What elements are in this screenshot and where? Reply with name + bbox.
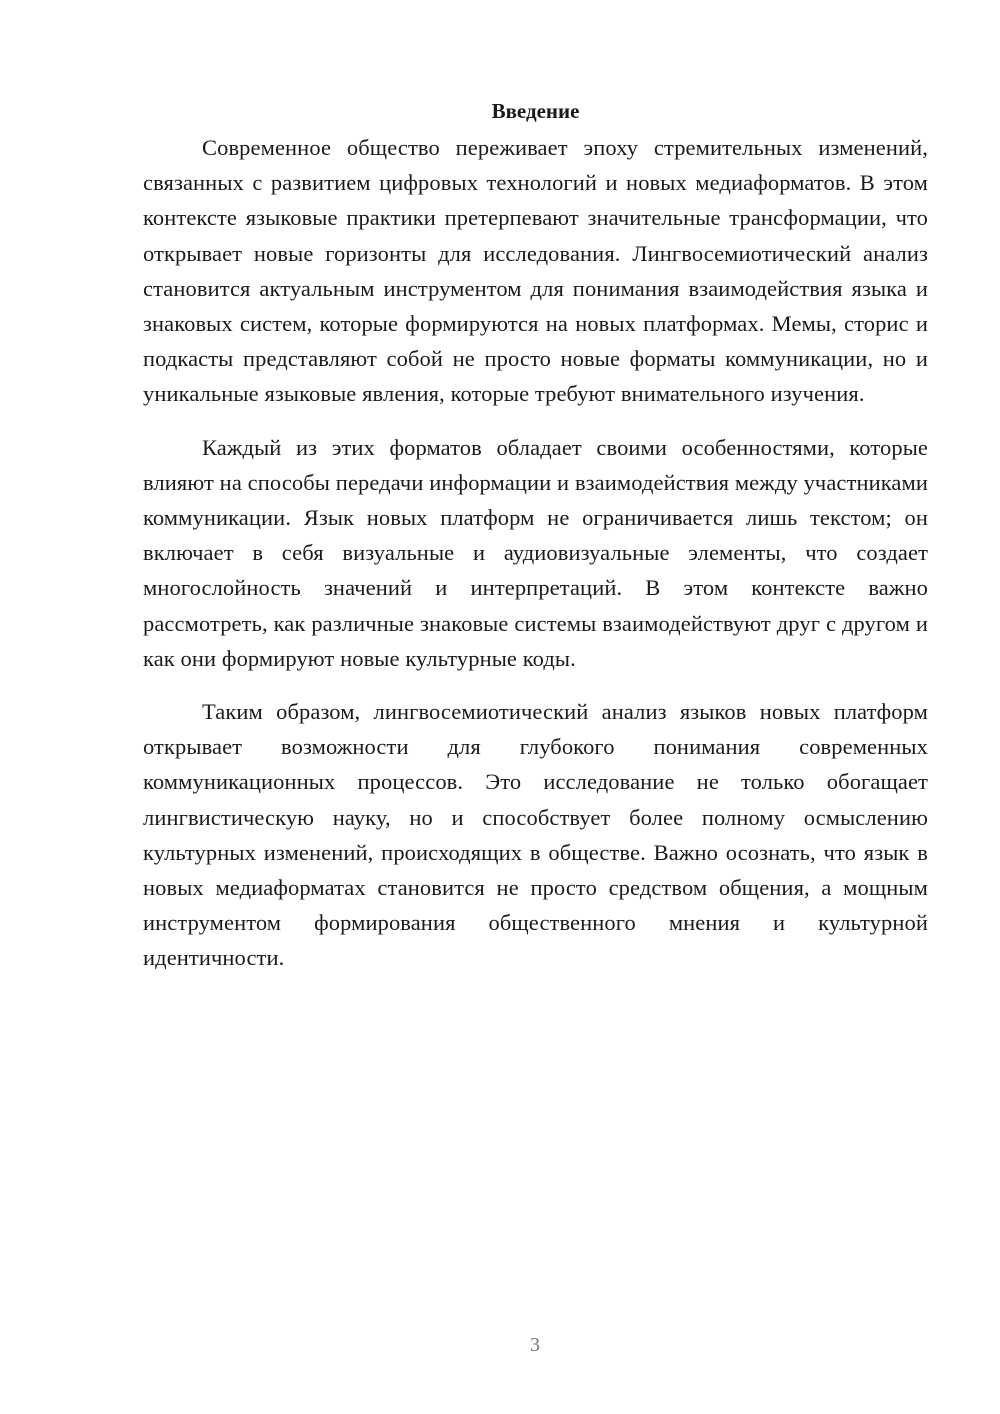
paragraph-1: Современное общество переживает эпоху стремительных изменений, связанных с развитием цифровых технологий и новых медиаформатов. В этом контексте языковые практики претерпевают значительные трансформации, что открывает новые горизонты для исследования. Лингвосемиотический анализ становится актуальным инструментом для понимания взаимодействия языка и знаковых систем, которые формируются на новых платформах. Мемы, сторис и подкасты представляют собой не просто новые форматы коммуникации, но и уникальные языковые явления, которые требуют внимательного изучения. (143, 135, 928, 407)
section-title: Введение (491, 99, 580, 123)
paragraph-2: Каждый из этих форматов обладает своими особенностями, которые влияют на способы передачи информации и взаимодействия между участниками коммуникации. Язык новых платформ не ограничивается лишь текстом; он включает в себя визуальные и аудиовизуальные элементы, что создает многослойность значений и интерпретаций. В этом контексте важно рассмотреть, как различные знаковые системы взаимодействуют друг с другом и как они формируют новые культурные коды. (143, 434, 928, 671)
page-content (143, 94, 928, 994)
paragraph-3: Таким образом, лингвосемиотический анализ языков новых платформ открывает возможности для глубокого понимания современных коммуникационных процессов. Это исследование не только обогащает лингвистическую науку, но и способствует более полному осмыслению культурных изменений, происходящих в обществе. Важно осознать, что язык в новых медиаформатах становится не просто средством общения, а мощным инструментом формирования общественного мнения и культурной идентичности. (143, 699, 928, 971)
page-number: 3 (530, 1334, 540, 1356)
